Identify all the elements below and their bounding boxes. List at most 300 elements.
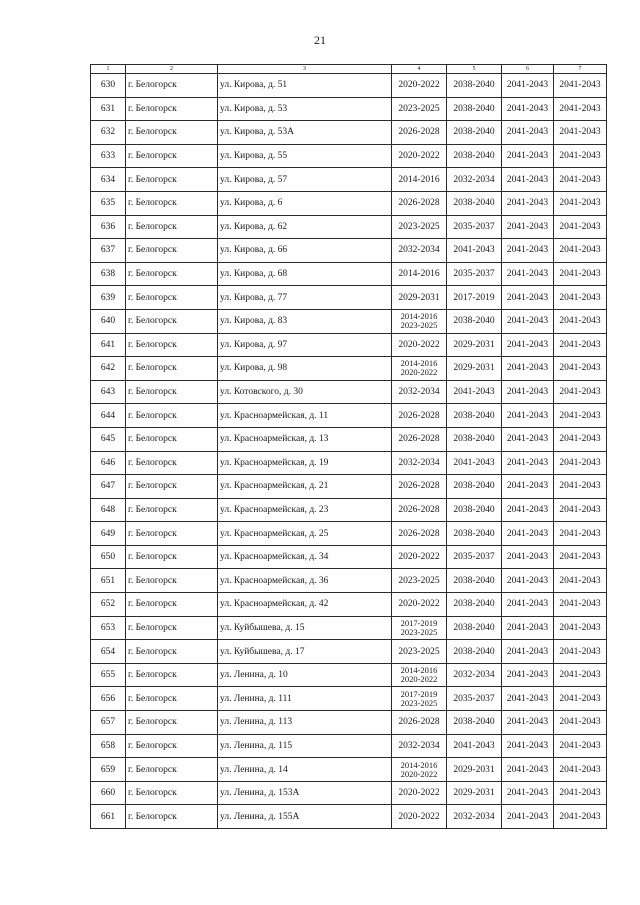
period-col5-cell: 2038-2040 — [447, 121, 502, 145]
period-col6-cell: 2041-2043 — [502, 309, 554, 333]
period-col5-cell: 2038-2040 — [447, 191, 502, 215]
table-row — [91, 640, 607, 664]
settlement-cell: г. Белогорск — [126, 97, 218, 121]
table-row — [91, 191, 607, 215]
settlement-cell: г. Белогорск — [126, 74, 218, 98]
period-col6-cell: 2041-2043 — [502, 758, 554, 782]
settlement-cell: г. Белогорск — [126, 616, 218, 640]
period-value: 2023-2025 — [398, 646, 440, 657]
address-cell: ул. Куйбышева, д. 15 — [218, 616, 392, 640]
row-number: 656 — [91, 687, 126, 711]
period-value: 2020-2022 — [398, 599, 440, 610]
settlement-cell: г. Белогорск — [126, 663, 218, 687]
settlement-cell: г. Белогорск — [126, 427, 218, 451]
period-col5-cell: 2038-2040 — [447, 309, 502, 333]
table-row — [91, 545, 607, 569]
period-col5-cell: 2035-2037 — [447, 545, 502, 569]
period-value: 2023-2025 — [398, 221, 440, 232]
period-col5-cell: 2029-2031 — [447, 357, 502, 381]
period-col6-cell: 2041-2043 — [502, 191, 554, 215]
period-col6-cell: 2041-2043 — [502, 333, 554, 357]
table-row — [91, 239, 607, 263]
table-row — [91, 357, 607, 381]
period-col7-cell: 2041-2043 — [554, 74, 607, 98]
table-row — [91, 121, 607, 145]
period-value: 2014-2016 — [398, 174, 440, 185]
period-col5-cell: 2038-2040 — [447, 711, 502, 735]
period-col4-cell — [392, 475, 447, 499]
row-number: 641 — [91, 333, 126, 357]
address-cell: ул. Красноармейская, д. 42 — [218, 593, 392, 617]
table-row — [91, 805, 607, 829]
period-col6-cell: 2041-2043 — [502, 711, 554, 735]
settlement-cell: г. Белогорск — [126, 522, 218, 546]
period-col6-cell: 2041-2043 — [502, 262, 554, 286]
period-col6-cell: 2041-2043 — [502, 475, 554, 499]
period-col4-cell — [392, 640, 447, 664]
period-col4-cell — [392, 734, 447, 758]
settlement-cell: г. Белогорск — [126, 569, 218, 593]
settlement-cell: г. Белогорск — [126, 357, 218, 381]
period-col7-cell: 2041-2043 — [554, 215, 607, 239]
table-row — [91, 687, 607, 711]
table-row — [91, 262, 607, 286]
period-col5-cell: 2029-2031 — [447, 333, 502, 357]
table-row — [91, 144, 607, 168]
address-cell: ул. Ленина, д. 113 — [218, 711, 392, 735]
period-value: 2026-2028 — [398, 504, 440, 515]
period-value: 2026-2028 — [398, 410, 440, 421]
table-row — [91, 475, 607, 499]
period-value: 2014-2016 — [400, 311, 438, 322]
period-col7-cell: 2041-2043 — [554, 357, 607, 381]
period-col4-cell — [392, 191, 447, 215]
period-col4-cell — [392, 498, 447, 522]
period-col5-cell: 2038-2040 — [447, 593, 502, 617]
row-number: 650 — [91, 545, 126, 569]
period-value: 2032-2034 — [398, 245, 440, 256]
period-col5-cell: 2041-2043 — [447, 380, 502, 404]
period-col4-cell — [392, 687, 447, 711]
row-number: 647 — [91, 475, 126, 499]
settlement-cell: г. Белогорск — [126, 239, 218, 263]
address-cell: ул. Кирова, д. 62 — [218, 215, 392, 239]
period-col7-cell: 2041-2043 — [554, 144, 607, 168]
period-col6-cell: 2041-2043 — [502, 569, 554, 593]
period-col7-cell: 2041-2043 — [554, 262, 607, 286]
table-row — [91, 286, 607, 310]
row-number: 654 — [91, 640, 126, 664]
period-col6-cell: 2041-2043 — [502, 380, 554, 404]
period-col7-cell: 2041-2043 — [554, 191, 607, 215]
period-value: 2014-2016 — [398, 269, 440, 280]
row-number: 658 — [91, 734, 126, 758]
period-col7-cell: 2041-2043 — [554, 687, 607, 711]
period-col5-cell: 2038-2040 — [447, 640, 502, 664]
period-col4-cell — [392, 616, 447, 640]
settlement-cell: г. Белогорск — [126, 333, 218, 357]
period-col6-cell: 2041-2043 — [502, 451, 554, 475]
table-row — [91, 758, 607, 782]
table-row — [91, 734, 607, 758]
period-col4-cell — [392, 74, 447, 98]
settlement-cell: г. Белогорск — [126, 262, 218, 286]
row-number: 645 — [91, 427, 126, 451]
table-row — [91, 74, 607, 98]
settlement-cell: г. Белогорск — [126, 286, 218, 310]
settlement-cell: г. Белогорск — [126, 805, 218, 829]
address-cell: ул. Ленина, д. 153А — [218, 781, 392, 805]
column-number-2: 2 — [126, 65, 218, 74]
period-col5-cell: 2041-2043 — [447, 734, 502, 758]
address-cell: ул. Кирова, д. 53А — [218, 121, 392, 145]
period-value: 2023-2025 — [400, 697, 438, 708]
period-col6-cell: 2041-2043 — [502, 144, 554, 168]
period-col6-cell: 2041-2043 — [502, 239, 554, 263]
period-value: 2026-2028 — [398, 127, 440, 138]
address-cell: ул. Кирова, д. 6 — [218, 191, 392, 215]
period-col6-cell: 2041-2043 — [502, 215, 554, 239]
address-cell: ул. Красноармейская, д. 23 — [218, 498, 392, 522]
period-value: 2020-2022 — [400, 367, 438, 378]
address-cell: ул. Красноармейская, д. 25 — [218, 522, 392, 546]
period-col6-cell: 2041-2043 — [502, 734, 554, 758]
period-col7-cell: 2041-2043 — [554, 475, 607, 499]
period-col5-cell: 2038-2040 — [447, 475, 502, 499]
period-col7-cell: 2041-2043 — [554, 593, 607, 617]
address-cell: ул. Красноармейская, д. 21 — [218, 475, 392, 499]
period-col7-cell: 2041-2043 — [554, 286, 607, 310]
table-row — [91, 380, 607, 404]
settlement-cell: г. Белогорск — [126, 781, 218, 805]
address-cell: ул. Котовского, д. 30 — [218, 380, 392, 404]
address-cell: ул. Кирова, д. 66 — [218, 239, 392, 263]
column-number-3: 3 — [218, 65, 392, 74]
period-col4-cell — [392, 451, 447, 475]
period-col7-cell: 2041-2043 — [554, 451, 607, 475]
table-row — [91, 168, 607, 192]
row-number: 631 — [91, 97, 126, 121]
settlement-cell: г. Белогорск — [126, 545, 218, 569]
period-col4-cell — [392, 781, 447, 805]
period-col7-cell: 2041-2043 — [554, 427, 607, 451]
row-number: 632 — [91, 121, 126, 145]
period-value: 2020-2022 — [400, 768, 438, 779]
row-number: 657 — [91, 711, 126, 735]
column-number-row — [91, 65, 607, 74]
period-col5-cell: 2038-2040 — [447, 427, 502, 451]
period-value: 2023-2025 — [400, 320, 438, 331]
table-row — [91, 498, 607, 522]
settlement-cell: г. Белогорск — [126, 498, 218, 522]
table-row — [91, 404, 607, 428]
row-number: 653 — [91, 616, 126, 640]
settlement-cell: г. Белогорск — [126, 687, 218, 711]
period-col5-cell: 2038-2040 — [447, 74, 502, 98]
period-value: 2026-2028 — [398, 434, 440, 445]
column-number-7: 7 — [554, 65, 607, 74]
address-cell: ул. Ленина, д. 14 — [218, 758, 392, 782]
settlement-cell: г. Белогорск — [126, 734, 218, 758]
period-value: 2020-2022 — [398, 552, 440, 563]
address-cell: ул. Ленина, д. 115 — [218, 734, 392, 758]
period-value: 2020-2022 — [398, 788, 440, 799]
address-cell: ул. Красноармейская, д. 11 — [218, 404, 392, 428]
row-number: 636 — [91, 215, 126, 239]
address-cell: ул. Ленина, д. 10 — [218, 663, 392, 687]
period-col7-cell: 2041-2043 — [554, 309, 607, 333]
period-value: 2032-2034 — [398, 387, 440, 398]
table-body — [91, 74, 607, 829]
row-number: 651 — [91, 569, 126, 593]
period-col6-cell: 2041-2043 — [502, 522, 554, 546]
period-col6-cell: 2041-2043 — [502, 687, 554, 711]
period-col5-cell: 2038-2040 — [447, 404, 502, 428]
period-value: 2026-2028 — [398, 717, 440, 728]
period-col7-cell: 2041-2043 — [554, 805, 607, 829]
period-col7-cell: 2041-2043 — [554, 498, 607, 522]
row-number: 648 — [91, 498, 126, 522]
period-value: 2023-2025 — [400, 626, 438, 637]
address-cell: ул. Кирова, д. 51 — [218, 74, 392, 98]
period-value: 2020-2022 — [398, 151, 440, 162]
period-col7-cell: 2041-2043 — [554, 758, 607, 782]
period-col4-cell — [392, 97, 447, 121]
period-col5-cell: 2017-2019 — [447, 286, 502, 310]
address-cell: ул. Ленина, д. 111 — [218, 687, 392, 711]
table-row — [91, 427, 607, 451]
row-number: 638 — [91, 262, 126, 286]
period-col7-cell: 2041-2043 — [554, 545, 607, 569]
period-col4-cell — [392, 427, 447, 451]
settlement-cell: г. Белогорск — [126, 758, 218, 782]
table-row — [91, 663, 607, 687]
period-value: 2020-2022 — [398, 811, 440, 822]
page-number: 21 — [314, 33, 326, 47]
settlement-cell: г. Белогорск — [126, 640, 218, 664]
period-value: 2029-2031 — [398, 292, 440, 303]
period-col4-cell — [392, 380, 447, 404]
period-col5-cell: 2038-2040 — [447, 569, 502, 593]
address-cell: ул. Кирова, д. 97 — [218, 333, 392, 357]
period-value: 2026-2028 — [398, 528, 440, 539]
table-row — [91, 215, 607, 239]
address-cell: ул. Красноармейская, д. 36 — [218, 569, 392, 593]
row-number: 634 — [91, 168, 126, 192]
period-col6-cell: 2041-2043 — [502, 168, 554, 192]
row-number: 639 — [91, 286, 126, 310]
period-col5-cell: 2038-2040 — [447, 616, 502, 640]
period-col5-cell: 2035-2037 — [447, 215, 502, 239]
period-col6-cell: 2041-2043 — [502, 404, 554, 428]
settlement-cell: г. Белогорск — [126, 404, 218, 428]
row-number: 633 — [91, 144, 126, 168]
period-value: 2023-2025 — [398, 103, 440, 114]
period-col7-cell: 2041-2043 — [554, 239, 607, 263]
period-col4-cell — [392, 569, 447, 593]
row-number: 649 — [91, 522, 126, 546]
row-number: 643 — [91, 380, 126, 404]
period-value: 2032-2034 — [398, 740, 440, 751]
period-value: 2023-2025 — [398, 575, 440, 586]
period-col7-cell: 2041-2043 — [554, 168, 607, 192]
table-row — [91, 593, 607, 617]
period-col4-cell — [392, 239, 447, 263]
period-col5-cell: 2038-2040 — [447, 97, 502, 121]
period-col4-cell — [392, 522, 447, 546]
table-row — [91, 522, 607, 546]
period-col5-cell: 2032-2034 — [447, 805, 502, 829]
address-cell: ул. Кирова, д. 77 — [218, 286, 392, 310]
period-value: 2026-2028 — [398, 198, 440, 209]
period-value: 2014-2016 — [400, 358, 438, 369]
period-col5-cell: 2029-2031 — [447, 758, 502, 782]
address-cell: ул. Кирова, д. 68 — [218, 262, 392, 286]
table-row — [91, 569, 607, 593]
address-cell: ул. Кирова, д. 98 — [218, 357, 392, 381]
period-col4-cell — [392, 168, 447, 192]
period-col6-cell: 2041-2043 — [502, 357, 554, 381]
table-row — [91, 451, 607, 475]
period-col5-cell: 2041-2043 — [447, 451, 502, 475]
period-value: 2014-2016 — [400, 665, 438, 676]
period-col4-cell — [392, 404, 447, 428]
period-col5-cell: 2032-2034 — [447, 663, 502, 687]
settlement-cell: г. Белогорск — [126, 380, 218, 404]
period-col4-cell — [392, 663, 447, 687]
period-col4-cell — [392, 144, 447, 168]
period-col6-cell: 2041-2043 — [502, 593, 554, 617]
table-row — [91, 97, 607, 121]
period-col7-cell: 2041-2043 — [554, 663, 607, 687]
period-col6-cell: 2041-2043 — [502, 498, 554, 522]
address-cell: ул. Кирова, д. 53 — [218, 97, 392, 121]
settlement-cell: г. Белогорск — [126, 215, 218, 239]
row-number: 659 — [91, 758, 126, 782]
row-number: 637 — [91, 239, 126, 263]
period-col7-cell: 2041-2043 — [554, 121, 607, 145]
column-number-4: 4 — [392, 65, 447, 74]
period-value: 2020-2022 — [400, 674, 438, 685]
period-col4-cell — [392, 593, 447, 617]
period-col7-cell: 2041-2043 — [554, 97, 607, 121]
period-col7-cell: 2041-2043 — [554, 522, 607, 546]
period-col7-cell: 2041-2043 — [554, 404, 607, 428]
address-cell: ул. Кирова, д. 83 — [218, 309, 392, 333]
row-number: 640 — [91, 309, 126, 333]
period-col7-cell: 2041-2043 — [554, 380, 607, 404]
row-number: 644 — [91, 404, 126, 428]
period-col4-cell — [392, 711, 447, 735]
period-col5-cell: 2038-2040 — [447, 144, 502, 168]
period-col6-cell: 2041-2043 — [502, 781, 554, 805]
period-col5-cell: 2041-2043 — [447, 239, 502, 263]
period-col7-cell: 2041-2043 — [554, 640, 607, 664]
period-col5-cell: 2029-2031 — [447, 781, 502, 805]
settlement-cell: г. Белогорск — [126, 475, 218, 499]
period-col6-cell: 2041-2043 — [502, 121, 554, 145]
period-col6-cell: 2041-2043 — [502, 427, 554, 451]
period-value: 2026-2028 — [398, 481, 440, 492]
period-col4-cell — [392, 545, 447, 569]
column-number-6: 6 — [502, 65, 554, 74]
period-value: 2017-2019 — [400, 688, 438, 699]
period-col7-cell: 2041-2043 — [554, 781, 607, 805]
period-col6-cell: 2041-2043 — [502, 805, 554, 829]
period-col6-cell: 2041-2043 — [502, 616, 554, 640]
address-cell: ул. Ленина, д. 155А — [218, 805, 392, 829]
period-col7-cell: 2041-2043 — [554, 333, 607, 357]
settlement-cell: г. Белогорск — [126, 711, 218, 735]
settlement-cell: г. Белогорск — [126, 309, 218, 333]
settlement-cell: г. Белогорск — [126, 168, 218, 192]
address-cell: ул. Красноармейская, д. 34 — [218, 545, 392, 569]
settlement-cell: г. Белогорск — [126, 121, 218, 145]
period-col5-cell: 2035-2037 — [447, 687, 502, 711]
period-col4-cell — [392, 121, 447, 145]
table-row — [91, 711, 607, 735]
address-cell: ул. Кирова, д. 57 — [218, 168, 392, 192]
period-value: 2014-2016 — [400, 759, 438, 770]
settlement-cell: г. Белогорск — [126, 593, 218, 617]
period-col4-cell — [392, 805, 447, 829]
address-cell: ул. Красноармейская, д. 13 — [218, 427, 392, 451]
table-row — [91, 616, 607, 640]
period-value: 2032-2034 — [398, 457, 440, 468]
row-number: 635 — [91, 191, 126, 215]
address-cell: ул. Красноармейская, д. 19 — [218, 451, 392, 475]
table-row — [91, 309, 607, 333]
period-col5-cell: 2035-2037 — [447, 262, 502, 286]
period-col4-cell — [392, 333, 447, 357]
period-col6-cell: 2041-2043 — [502, 97, 554, 121]
period-col6-cell: 2041-2043 — [502, 74, 554, 98]
address-cell: ул. Куйбышева, д. 17 — [218, 640, 392, 664]
period-col6-cell: 2041-2043 — [502, 286, 554, 310]
table-row — [91, 333, 607, 357]
period-col4-cell — [392, 215, 447, 239]
row-number: 646 — [91, 451, 126, 475]
period-col6-cell: 2041-2043 — [502, 545, 554, 569]
period-col7-cell: 2041-2043 — [554, 569, 607, 593]
row-number: 652 — [91, 593, 126, 617]
row-number: 630 — [91, 74, 126, 98]
settlement-cell: г. Белогорск — [126, 191, 218, 215]
row-number: 642 — [91, 357, 126, 381]
period-value: 2020-2022 — [398, 80, 440, 91]
row-number: 655 — [91, 663, 126, 687]
period-value: 2017-2019 — [400, 617, 438, 628]
period-col7-cell: 2041-2043 — [554, 734, 607, 758]
column-number-1: 1 — [91, 65, 126, 74]
period-col4-cell — [392, 262, 447, 286]
period-col6-cell: 2041-2043 — [502, 663, 554, 687]
period-col4-cell — [392, 357, 447, 381]
period-col4-cell — [392, 309, 447, 333]
settlement-cell: г. Белогорск — [126, 144, 218, 168]
period-value: 2020-2022 — [398, 339, 440, 350]
address-cell: ул. Кирова, д. 55 — [218, 144, 392, 168]
period-col7-cell: 2041-2043 — [554, 711, 607, 735]
row-number: 660 — [91, 781, 126, 805]
period-col5-cell: 2038-2040 — [447, 522, 502, 546]
period-col4-cell — [392, 758, 447, 782]
column-number-5: 5 — [447, 65, 502, 74]
period-col5-cell: 2032-2034 — [447, 168, 502, 192]
table-row — [91, 781, 607, 805]
period-col4-cell — [392, 286, 447, 310]
row-number: 661 — [91, 805, 126, 829]
